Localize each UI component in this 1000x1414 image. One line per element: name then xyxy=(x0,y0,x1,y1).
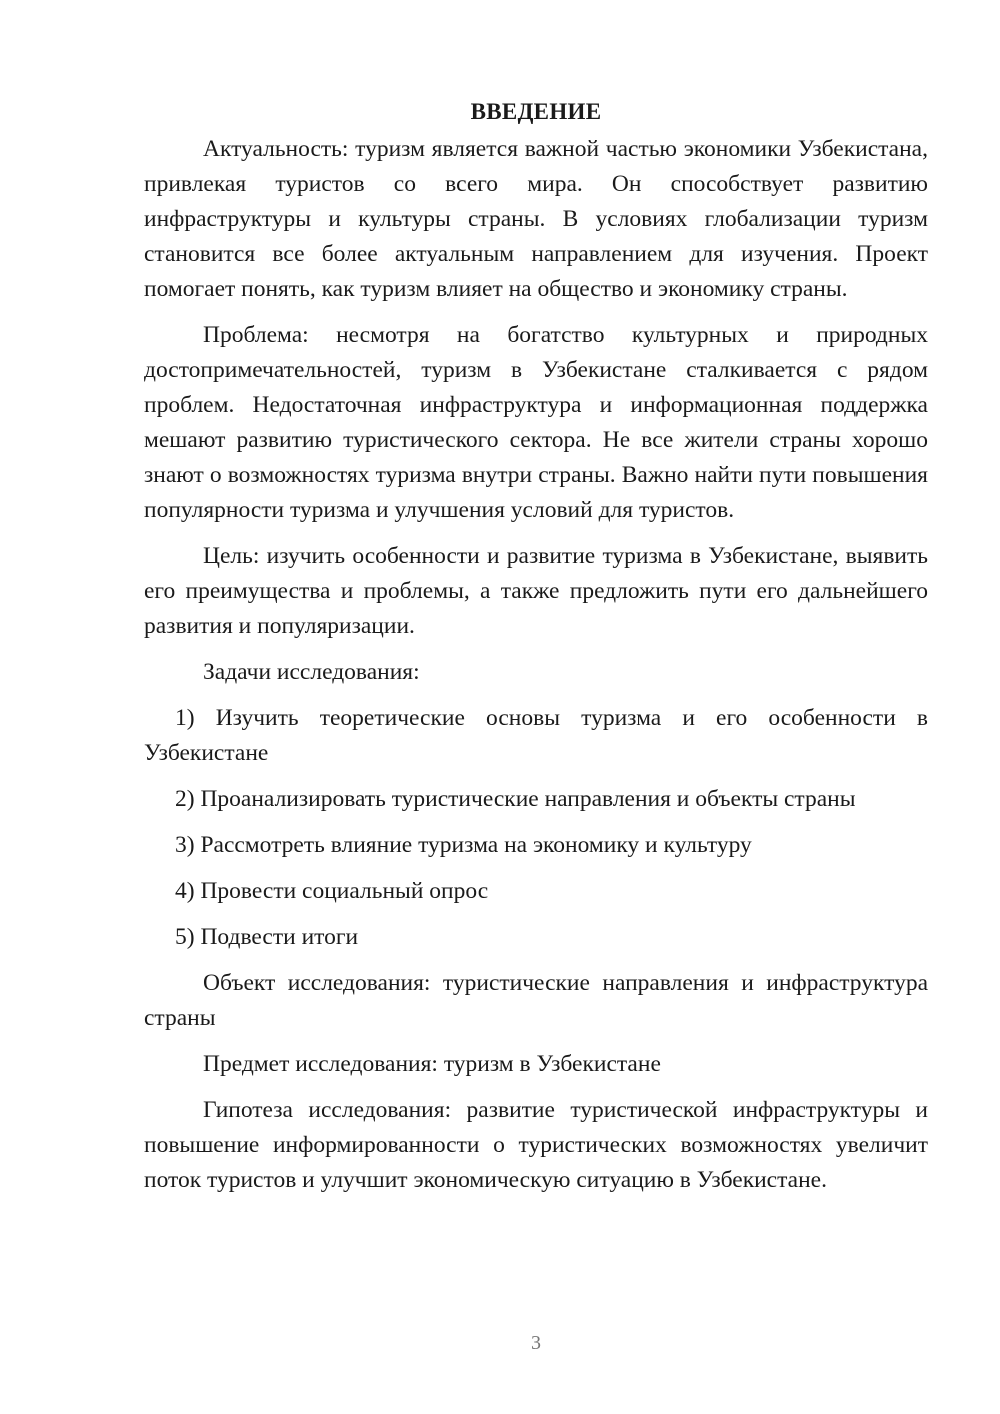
tasks-list xyxy=(144,701,928,955)
task-item: 1) Изучить теоретические основы туризма и его особенности в Узбекистане xyxy=(144,705,928,766)
task-item: 2) Проанализировать туристические направления и объекты страны xyxy=(175,786,856,812)
paragraph-goal: Цель: изучить особенности и развитие туризма в Узбекистане, выявить его преимущества и проблемы, а также предложить пути его дальнейшего развития и популяризации. xyxy=(144,543,928,639)
paragraph-relevance: Актуальность: туризм является важной частью экономики Узбекистана, привлекая туристов со всего мира. Он способствует развитию инфраструктуры и культуры страны. В условиях глобализации туризм становится все более актуальным направлением для изучения. Проект помогает понять, как туризм влияет на общество и экономику страны. xyxy=(144,136,928,302)
tasks-title: Задачи исследования: xyxy=(203,659,420,685)
task-item: 3) Рассмотреть влияние туризма на экономику и культуру xyxy=(175,832,752,858)
task-item: 5) Подвести итоги xyxy=(175,924,359,950)
page-content xyxy=(144,94,928,1209)
paragraph-object: Объект исследования: туристические направления и инфраструктура страны xyxy=(144,970,928,1031)
paragraph-subject: Предмет исследования: туризм в Узбекистане xyxy=(203,1051,661,1077)
section-heading: ВВЕДЕНИЕ xyxy=(470,99,602,124)
page-number: 3 xyxy=(531,1332,541,1354)
paragraph-problem: Проблема: несмотря на богатство культурных и природных достопримечательностей, туризм в Узбекистане сталкивается с рядом проблем. Недостаточная инфраструктура и информационная поддержка мешают развитию туристического сектора. Не все жители страны хорошо знают о возможностях туризма внутри страны. Важно найти пути повышения популярности туризма и улучшения условий для туристов. xyxy=(144,322,928,523)
paragraph-hypothesis: Гипотеза исследования: развитие туристической инфраструктуры и повышение информированности о туристических возможностях увеличит поток туристов и улучшит экономическую ситуацию в Узбекистане. xyxy=(144,1097,928,1193)
task-item: 4) Провести социальный опрос xyxy=(175,878,489,904)
